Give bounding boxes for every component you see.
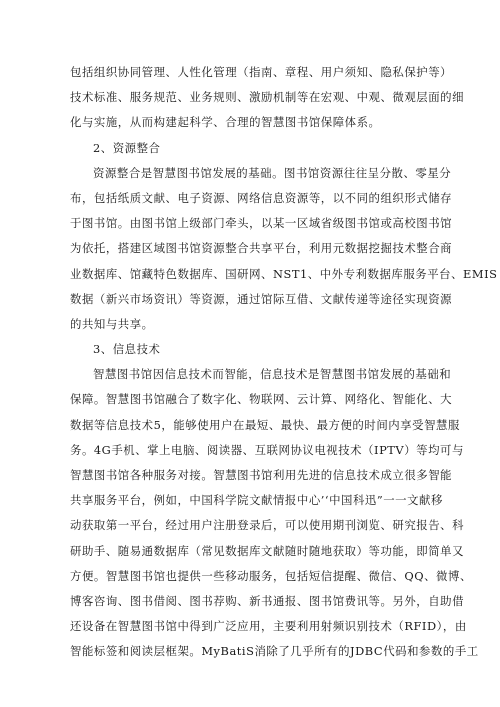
text-line: 技术标准、服务规范、业务规则、激励机制等在宏观、中观、微观层面的细	[70, 90, 465, 105]
text-line: 布，包括纸质文献、电子资源、网络信息资源等，以不同的组织形式储存	[70, 190, 453, 205]
text-line: 数据等信息技术5，能够使用户在最短、最快、最方便的时间内享受智慧服	[70, 417, 460, 432]
text-line: 化与实施，从而构建起科学、合理的智慧图书馆保障体系。	[70, 115, 381, 130]
text-line: 智慧图书馆各种服务对接。智慧图书馆利用先进的信息技术成立很多智能	[70, 468, 453, 482]
text-line: 还设备在智慧图书馆中得到广泛应用，主要利用射频识别技术（RFID），由	[70, 619, 467, 634]
text-line: 智慧图书馆因信息技术而智能，信息技术是智慧图书馆发展的基础和	[93, 367, 452, 382]
text-line: 博客咨询、图书借阅、图书荐购、新书通报、图书馆费讯等。另外，自助借	[70, 593, 465, 608]
text-line: 研助手、随易通数据库（常见数据库文献随时随地获取）等功能，即简单又	[70, 543, 465, 558]
text-line: 为依托，搭建区域图书馆资源整合共享平台，利用元数据挖掘技术整合商	[70, 241, 453, 256]
text-line: 务。4G手机、掌上电脑、阅读器、互联网协议电视技术（IPTV）等均可与	[70, 442, 464, 457]
text-line: 资源整合是智慧图书馆发展的基础。图书馆资源往往呈分散、零星分	[93, 165, 452, 180]
section-heading: 3、信息技术	[93, 342, 161, 357]
body-text	[70, 60, 498, 665]
text-line: 的共知与共享。	[70, 316, 154, 331]
text-line: 智能标签和阅读层框架。MyBatiS消除了几乎所有的JDBC代码和参数的手工	[70, 644, 479, 659]
text-line: 保障。智慧图书馆融合了数字化、物联网、云计算、网络化、智能化、大	[70, 392, 453, 407]
text-line: 包括组织协同管理、人性化管理（指南、章程、用户须知、隐私保护等）	[70, 65, 453, 79]
text-line: 方便。智慧图书馆也提供一些移动服务，包括短信提醒、微信、QQ、微博、	[70, 568, 472, 583]
text-line: 业数据库、馆藏特色数据库、国研网、NST1、中外专利数据库服务平台、EMIS	[70, 266, 498, 281]
text-line: 数据（新兴市场资讯）等资源，通过馆际互借、文献传递等途径实现资源	[70, 291, 453, 306]
section-heading: 2、资源整合	[93, 140, 161, 155]
text-line: 于图书馆。由图书馆上级部门牵头，以某一区域省级图书馆或高校图书馆	[70, 216, 453, 231]
text-line: 共享服务平台，例如，中国科学院文献情报中心’‘中国科迅”一一文献移	[70, 493, 443, 508]
text-line: 动获取第一平台，经过用户注册登录后，可以使用期刊浏览、研究报告、科	[70, 518, 465, 533]
